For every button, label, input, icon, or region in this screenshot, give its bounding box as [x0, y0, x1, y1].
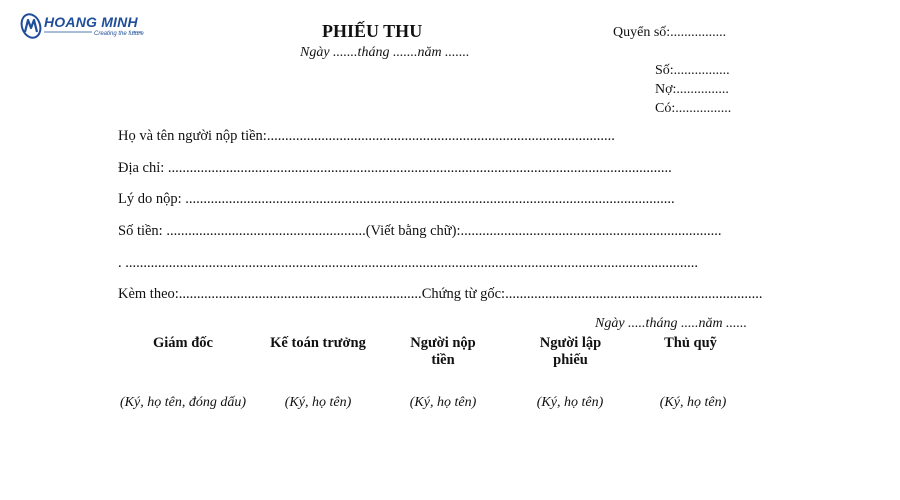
logo-brand-name: HOANG MINH: [44, 14, 138, 30]
address-field: Địa chỉ: ...........................................................................................................................................: [118, 160, 672, 176]
signature-title-director: Giám đốc: [152, 335, 213, 351]
amount-field: [118, 223, 721, 240]
signature-note-director: (Ký, họ tên, đóng dấu): [120, 395, 246, 410]
book-number: Quyển số:................: [613, 25, 727, 40]
amount-in-words: (Viết bằng chữ):........................................................................: [365, 223, 722, 239]
signature-note-preparer: (Ký, họ tên): [536, 395, 604, 410]
original-docs: Chứng từ gốc:.......................................................................: [421, 286, 763, 302]
reason-field: Lý do nộp: .......................................................................................................................................: [118, 191, 675, 207]
signature-note-cashier: (Ký, họ tên): [659, 395, 727, 410]
header-date-line: Ngày .......tháng .......năm .......: [300, 45, 470, 60]
amount-label: Số tiền: .......................................................: [118, 223, 366, 239]
signature-note-payer: (Ký, họ tên): [409, 395, 477, 410]
signature-title-preparer: Người lập phiếu: [539, 335, 602, 368]
signature-title-cashier: Thủ quỹ: [664, 335, 717, 351]
page-title: PHIẾU THU: [322, 21, 423, 41]
company-logo: [20, 12, 150, 42]
signature-note-chief-accountant: (Ký, họ tên): [284, 395, 352, 410]
signature-title-payer: Người nộp tiền: [410, 335, 476, 368]
payer-name-field: Họ và tên người nộp tiền:................................................................................................: [118, 128, 615, 144]
signature-date-line: Ngày .....tháng .....năm ......: [595, 316, 748, 331]
voucher-number: Số:................: [655, 63, 730, 78]
amount-continuation-line: . ..............................................................................................................................................................: [118, 255, 698, 271]
credit-account: Có:................: [655, 101, 732, 116]
logo-tagline: Creating the future: [94, 31, 144, 37]
debit-account: Nợ:...............: [655, 82, 729, 97]
signature-title-chief-accountant: Kế toán trưởng: [270, 335, 366, 351]
attachments-field: [118, 286, 762, 303]
attached-label: Kèm theo:...................................................................: [118, 286, 422, 302]
logo-underline: [20, 12, 150, 42]
